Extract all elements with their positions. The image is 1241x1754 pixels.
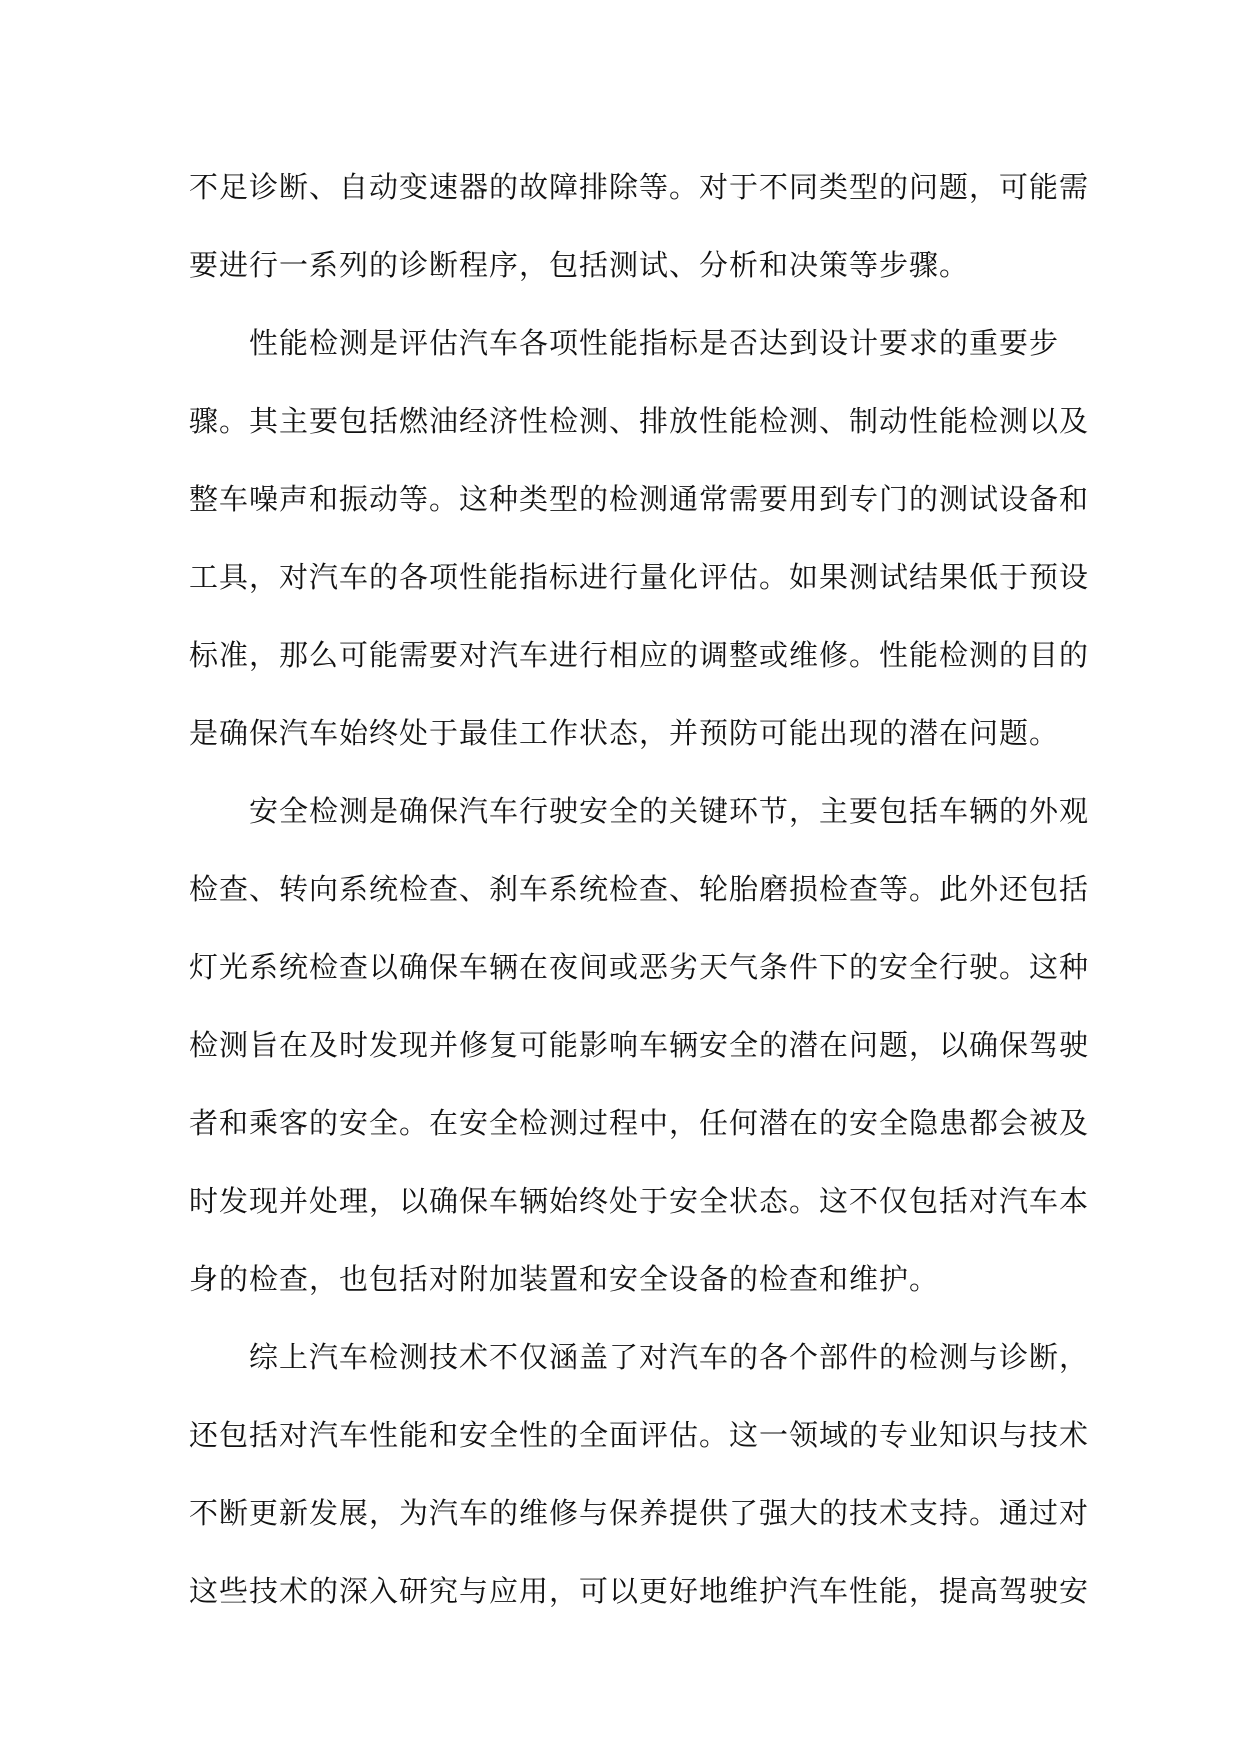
text-line: 工具，对汽车的各项性能指标进行量化评估。如果测试结果低于预设 xyxy=(189,560,1090,594)
text-line: 整车噪声和振动等。这种类型的检测通常需要用到专门的测试设备和 xyxy=(189,482,1090,516)
text-line: 时发现并处理，以确保车辆始终处于安全状态。这不仅包括对汽车本 xyxy=(189,1184,1090,1218)
text-line: 还包括对汽车性能和安全性的全面评估。这一领域的专业知识与技术 xyxy=(189,1418,1090,1452)
text-line: 身的检查，也包括对附加装置和安全设备的检查和维护。 xyxy=(189,1262,940,1296)
text-line: 标准，那么可能需要对汽车进行相应的调整或维修。性能检测的目的 xyxy=(189,638,1090,672)
text-line: 检查、转向系统检查、刹车系统检查、轮胎磨损检查等。此外还包括 xyxy=(189,872,1090,906)
text-line: 不断更新发展，为汽车的维修与保养提供了强大的技术支持。通过对 xyxy=(189,1496,1090,1530)
text-line: 检测旨在及时发现并修复可能影响车辆安全的潜在问题，以确保驾驶 xyxy=(189,1028,1090,1062)
text-line: 骤。其主要包括燃油经济性检测、排放性能检测、制动性能检测以及 xyxy=(189,404,1090,438)
text-line: 者和乘客的安全。在安全检测过程中，任何潜在的安全隐患都会被及 xyxy=(189,1106,1090,1140)
text-line: 是确保汽车始终处于最佳工作状态，并预防可能出现的潜在问题。 xyxy=(189,716,1060,750)
paragraph-start-line: 安全检测是确保汽车行驶安全的关键环节，主要包括车辆的外观 xyxy=(249,794,1090,828)
text-line: 灯光系统检查以确保车辆在夜间或恶劣天气条件下的安全行驶。这种 xyxy=(189,950,1090,984)
text-line: 不足诊断、自动变速器的故障排除等。对于不同类型的问题，可能需 xyxy=(189,170,1090,204)
paragraph-start-line: 综上汽车检测技术不仅涵盖了对汽车的各个部件的检测与诊断， xyxy=(249,1340,1090,1374)
text-line: 这些技术的深入研究与应用，可以更好地维护汽车性能，提高驾驶安 xyxy=(189,1574,1090,1608)
paragraph-start-line: 性能检测是评估汽车各项性能指标是否达到设计要求的重要步 xyxy=(249,326,1060,360)
body-text xyxy=(189,148,1090,1630)
text-line: 要进行一系列的诊断程序，包括测试、分析和决策等步骤。 xyxy=(189,248,970,282)
